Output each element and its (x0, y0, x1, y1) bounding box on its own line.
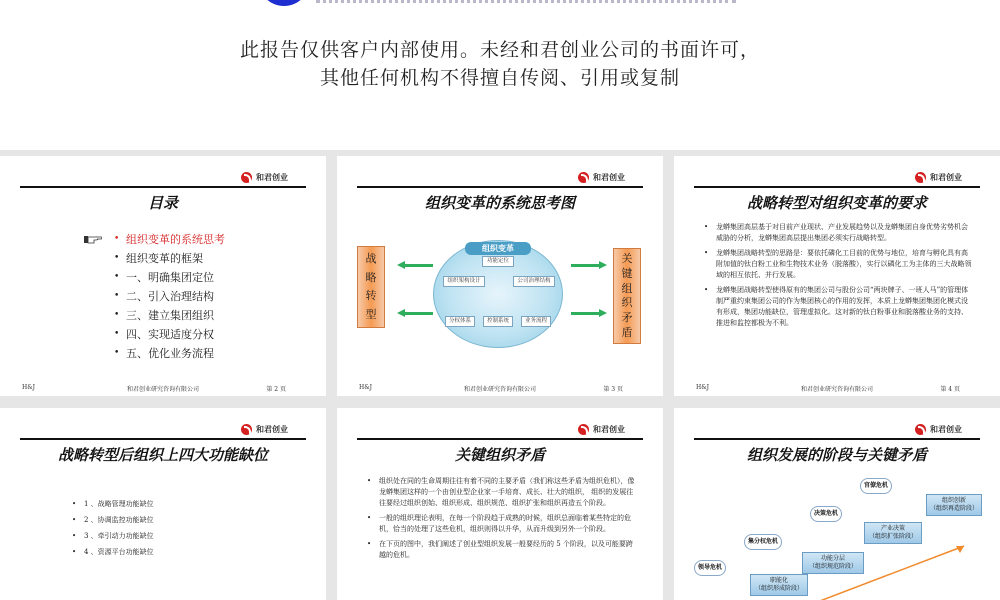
slide-thumbnail-toc[interactable] (0, 156, 326, 396)
crisis-label: 决策危机 (810, 506, 842, 522)
brand-badge (915, 170, 962, 184)
footer-brand: H&J (22, 384, 35, 391)
diagram-node: 组织架构设计 (443, 276, 485, 287)
toc-item[interactable]: • 组织变革的框架 (114, 249, 225, 268)
strategy-transformation-box (357, 246, 385, 328)
stage-phase: （组织扩张阶段） (868, 533, 917, 540)
bullet-item: • 组织处在同的生命周期往往有着不同的主要矛盾（我们称这些矛盾为组织危机），像龙蟒集团这样的一个由创业型企业家一手培育、成长、壮大的组织， 组织的发展往往要经过组织创始、组织形成、组织规范、组织扩张和组织再造五个阶段。 (367, 476, 637, 509)
list-item: • 1 、战略管理功能缺位 (72, 496, 154, 512)
diagram-node: 业务流程 (521, 316, 551, 327)
title-rule (20, 186, 306, 188)
brand-badge (578, 170, 625, 184)
box-char: 键 (621, 266, 633, 280)
toc-item[interactable]: • 一、明确集团定位 (114, 268, 225, 287)
bullet-list (367, 476, 637, 565)
list-item: • 3 、牵引动力功能缺位 (72, 528, 154, 544)
diagram-node: 公司治理结构 (513, 276, 555, 287)
box-char: 盾 (621, 325, 633, 339)
key-contradiction-box (613, 248, 641, 344)
stage-name: 职能化 (769, 577, 788, 584)
slide-title: 目录 (147, 194, 178, 212)
brand-name: 和君创业 (256, 423, 288, 434)
confidentiality-notice (0, 36, 1000, 92)
footer-company: 和君创业研究咨询有限公司 (463, 386, 536, 393)
crisis-label: 领导危机 (694, 560, 726, 576)
box-char: 矛 (621, 310, 633, 324)
slide-thumbnail-function-gaps[interactable] (0, 408, 326, 600)
box-char: 关 (621, 252, 633, 266)
box-char: 转 (365, 289, 377, 303)
diagram-node: 控制系统 (483, 316, 513, 327)
brand-mark-icon (241, 424, 252, 435)
slide-footer (359, 384, 641, 394)
brand-badge (241, 170, 288, 184)
title-rule (357, 438, 643, 440)
list-item: • 4 、资源平台功能缺位 (72, 544, 154, 560)
slide-title: 组织发展的阶段与关键矛盾 (746, 446, 927, 464)
brand-mark-icon (578, 172, 589, 183)
brand-mark-icon (578, 424, 589, 435)
slide-thumbnail-diagram[interactable] (337, 156, 663, 396)
footer-company: 和君创业研究咨询有限公司 (126, 386, 199, 393)
toc-item[interactable]: • 二、引入治理结构 (114, 287, 225, 306)
org-change-title: 组织变革 (465, 242, 531, 255)
title-rule (694, 186, 980, 188)
pointing-hand-icon (84, 233, 102, 244)
bullet-item: • 龙蟒集团战略转型的思路是：要依托磷化工目前的优势与地位，培育与孵化具有高附加值的钛白粉工业和生物技术业务（脱落酸），实行以磷化工为主体的三大战略领域的相互依托、并行发展。 (704, 248, 974, 281)
bullet-item: • 龙蟒集团高层基于对目前产业现状、产业发展趋势以及龙蟒集团自身优势劣势机会威胁的分析，龙蟒集团高层提出集团必须实行战略转型。 (704, 222, 974, 244)
brand-badge (578, 422, 625, 436)
function-gap-list (72, 496, 154, 560)
toc-item[interactable]: • 三、建立集团组织 (114, 306, 225, 325)
bullet-item: • 龙蟒集团战略转型使得原有的集团公司与股份公司“两块牌子、一班人马”的管理体制严重约束集团公司的作为集团核心的作用的发挥，本质上龙蟒集团集团化模式没有形成，集团功能缺位，管理虚拟化。这对新的钛白粉事业和脱落酸业务的支持、推进和监控都极为不利。 (704, 285, 974, 329)
slide-thumbnail-key-contradictions[interactable] (337, 408, 663, 600)
brand-mark-icon (915, 172, 926, 183)
arrow-left-icon (405, 312, 433, 315)
slide-title: 战略转型后组织上四大功能缺位 (57, 446, 268, 464)
bullet-item: • 一般的组织理论表明，在每一个阶段趋于成熟的时候，组织总面临着某些特定的危机，恰当的处理了这些危机，组织则得以升华，从而升级到另外一个阶段。 (367, 513, 637, 535)
slide-thumbnail-strategy-requirements[interactable] (674, 156, 1000, 396)
brand-name: 和君创业 (256, 171, 288, 182)
list-item: • 2 、协调监控功能缺位 (72, 512, 154, 528)
footer-brand: H&J (696, 384, 709, 391)
slide-title: 战略转型对组织变革的要求 (746, 194, 927, 212)
brand-name: 和君创业 (593, 171, 625, 182)
box-char: 组 (621, 281, 633, 295)
box-char: 型 (365, 307, 377, 321)
brand-logo-partial (258, 0, 310, 6)
top-banner-strip (316, 0, 736, 4)
crisis-label: 集分权危机 (744, 534, 782, 550)
notice-line-2: 其他任何机构不得擅自传阅、引用或复制 (319, 67, 680, 89)
toc-item[interactable]: • 五、优化业务流程 (114, 344, 225, 363)
stage-phase: （组织形成阶段） (754, 585, 803, 592)
stage-name: 产业决策 (880, 525, 905, 532)
page-number: 第 2 页 (266, 386, 286, 393)
stage-name: 功能分层 (820, 555, 845, 562)
diagram-node: 分权体系 (445, 316, 475, 327)
toc-item[interactable]: • 四、实现适度分权 (114, 325, 225, 344)
stage-phase: （组织规范阶段） (808, 563, 857, 570)
page-number: 第 4 页 (940, 386, 960, 393)
slide-thumbnail-development-stages[interactable] (674, 408, 1000, 600)
stage-box (750, 574, 808, 596)
footer-brand: H&J (359, 384, 372, 391)
toc-item-active[interactable]: • 组织变革的系统思考 (114, 230, 225, 249)
notice-line-1: 此报告仅供客户内部使用。未经和君创业公司的书面许可， (239, 39, 760, 61)
title-rule (357, 186, 643, 188)
stage-name: 组织创新 (941, 497, 966, 504)
brand-name: 和君创业 (930, 171, 962, 182)
stage-phase: （组织再造阶段） (929, 505, 978, 512)
stage-box (802, 552, 864, 574)
stage-box (926, 494, 982, 516)
title-rule (20, 438, 306, 440)
brand-badge (241, 422, 288, 436)
brand-name: 和君创业 (930, 423, 962, 434)
arrow-right-icon (571, 312, 599, 315)
box-char: 战 (365, 252, 377, 266)
footer-company: 和君创业研究咨询有限公司 (800, 386, 873, 393)
slide-footer (22, 384, 304, 394)
slide-title: 关键组织矛盾 (454, 446, 545, 464)
bullet-list (704, 222, 974, 333)
crisis-label: 官僚危机 (860, 478, 892, 494)
brand-name: 和君创业 (593, 423, 625, 434)
box-char: 略 (365, 270, 377, 284)
slide-footer (696, 384, 978, 394)
page-number: 第 3 页 (603, 386, 623, 393)
bullet-item: • 在下页的图中，我们阐述了创业型组织发展一般要经历的 5 个阶段，以及可能要跨越的危机。 (367, 539, 637, 561)
slide-title: 组织变革的系统思考图 (424, 194, 575, 212)
diagram-node: 功能定位 (482, 256, 514, 267)
brand-mark-icon (241, 172, 252, 183)
arrow-right-icon (571, 264, 599, 267)
stage-box (864, 522, 922, 544)
arrow-left-icon (405, 264, 433, 267)
box-char: 织 (621, 296, 633, 310)
toc-list (114, 230, 225, 363)
